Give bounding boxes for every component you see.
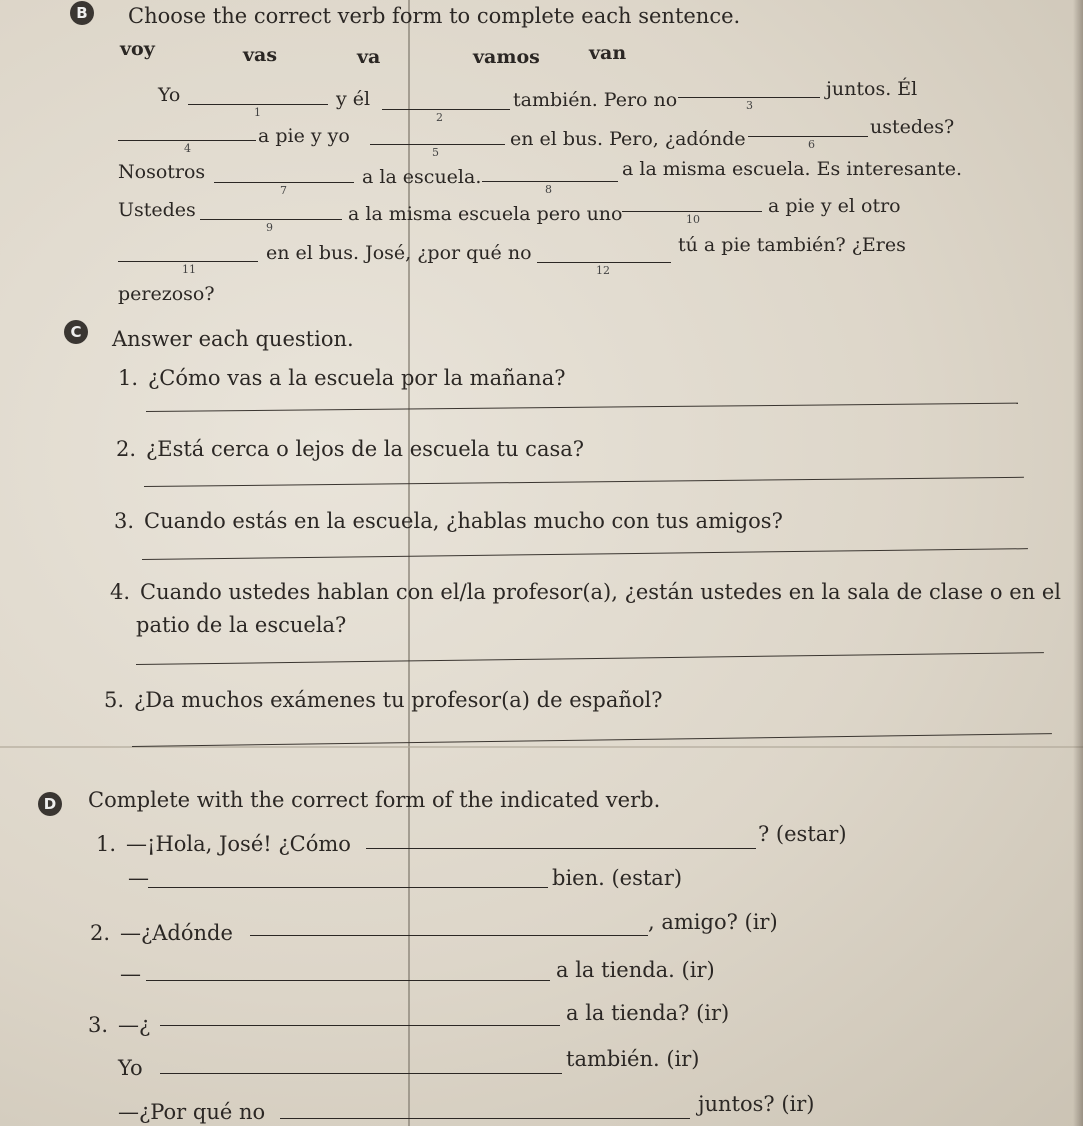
answer-blank[interactable] xyxy=(146,980,550,981)
question-number: 1. xyxy=(118,366,139,390)
blank-number: 4 xyxy=(184,142,191,155)
blank-number: 1 xyxy=(254,106,261,119)
question-text: Cuando estás en la escuela, ¿hablas mucho con tus amigos? xyxy=(144,509,783,533)
item-tail: bien. (estar) xyxy=(552,866,683,890)
sentence-text: tú a pie también? ¿Eres xyxy=(678,234,906,256)
item-lead: —¿Por qué no xyxy=(118,1100,266,1124)
item-lead: — xyxy=(128,866,149,890)
section-c-badge: C xyxy=(64,320,88,344)
question-text: ¿Da muchos exámenes tu profesor(a) de español? xyxy=(134,688,663,712)
sentence-text: perezoso? xyxy=(118,283,215,305)
answer-blank[interactable] xyxy=(622,211,762,212)
answer-blank[interactable] xyxy=(160,1025,560,1026)
answer-blank[interactable] xyxy=(118,140,256,141)
item-lead: Yo xyxy=(118,1056,143,1080)
item-number: 2. xyxy=(90,921,111,945)
blank-number: 7 xyxy=(280,184,287,197)
answer-blank[interactable] xyxy=(482,181,618,182)
answer-blank[interactable] xyxy=(748,136,868,137)
sentence-text: Yo xyxy=(158,84,181,106)
sentence-text: Ustedes xyxy=(118,199,196,221)
answer-line[interactable] xyxy=(144,477,1024,487)
sentence-text: a la misma escuela. Es interesante. xyxy=(622,158,963,180)
answer-blank[interactable] xyxy=(678,97,820,98)
answer-blank[interactable] xyxy=(160,1073,562,1074)
sentence-text: y él xyxy=(336,88,371,110)
item-lead: — xyxy=(120,962,141,986)
item-lead: —¿Adónde xyxy=(120,921,233,945)
word-bank-item: van xyxy=(589,42,627,64)
answer-blank[interactable] xyxy=(118,261,258,262)
sentence-text: en el bus. José, ¿por qué no xyxy=(266,242,532,264)
item-tail: a la tienda? (ir) xyxy=(566,1001,730,1025)
answer-blank[interactable] xyxy=(200,219,342,220)
answer-line[interactable] xyxy=(142,548,1028,560)
answer-line[interactable] xyxy=(132,733,1052,747)
blank-number: 3 xyxy=(746,99,753,112)
blank-number: 11 xyxy=(182,263,196,276)
sentence-text: en el bus. Pero, ¿adónde xyxy=(510,128,746,150)
item-tail: también. (ir) xyxy=(566,1047,700,1071)
answer-blank[interactable] xyxy=(214,182,354,183)
item-tail: , amigo? (ir) xyxy=(648,910,778,934)
sentence-text: Nosotros xyxy=(118,161,206,183)
answer-blank[interactable] xyxy=(188,104,328,105)
word-bank-item: vas xyxy=(243,44,278,66)
sentence-text: ustedes? xyxy=(870,116,955,138)
answer-blank[interactable] xyxy=(280,1118,690,1119)
section-b-badge: B xyxy=(70,1,94,25)
item-tail: a la tienda. (ir) xyxy=(556,958,715,982)
sentence-text: también. Pero no xyxy=(513,89,678,111)
sentence-text: a pie y el otro xyxy=(768,195,901,217)
sentence-text: a pie y yo xyxy=(258,125,350,147)
item-tail: ? (estar) xyxy=(758,822,847,846)
item-tail: juntos? (ir) xyxy=(698,1092,815,1116)
answer-blank[interactable] xyxy=(382,109,510,110)
blank-number: 8 xyxy=(545,183,552,196)
blank-number: 12 xyxy=(596,264,610,277)
question-text-continued: patio de la escuela? xyxy=(136,613,347,637)
sentence-text: juntos. Él xyxy=(826,78,918,100)
answer-blank[interactable] xyxy=(370,144,505,145)
question-number: 3. xyxy=(114,509,135,533)
item-number: 3. xyxy=(88,1013,109,1037)
sentence-text: a la escuela. xyxy=(362,166,482,188)
question-number: 4. xyxy=(110,580,131,604)
answer-blank[interactable] xyxy=(148,887,548,888)
answer-line[interactable] xyxy=(146,403,1018,412)
question-number: 2. xyxy=(116,437,137,461)
blank-number: 6 xyxy=(808,138,815,151)
question-text: ¿Está cerca o lejos de la escuela tu casa? xyxy=(146,437,585,461)
word-bank-item: voy xyxy=(120,38,155,60)
page-edge-shadow xyxy=(1073,0,1083,1126)
answer-blank[interactable] xyxy=(366,848,756,849)
section-c-title: Answer each question. xyxy=(112,327,354,351)
item-lead: —¿ xyxy=(118,1013,151,1037)
answer-line[interactable] xyxy=(136,652,1044,665)
blank-number: 2 xyxy=(436,111,443,124)
item-lead: —¡Hola, José! ¿Cómo xyxy=(126,832,351,856)
item-number: 1. xyxy=(96,832,117,856)
blank-number: 5 xyxy=(432,146,439,159)
question-text: ¿Cómo vas a la escuela por la mañana? xyxy=(148,366,566,390)
question-number: 5. xyxy=(104,688,125,712)
answer-blank[interactable] xyxy=(537,262,671,263)
sentence-text: a la misma escuela pero uno xyxy=(348,203,623,225)
blank-number: 10 xyxy=(686,213,700,226)
word-bank-item: vamos xyxy=(473,46,540,68)
blank-number: 9 xyxy=(266,221,273,234)
section-d-title: Complete with the correct form of the indicated verb. xyxy=(88,788,661,812)
section-b-title: Choose the correct verb form to complete each sentence. xyxy=(128,4,741,28)
word-bank-item: va xyxy=(357,46,381,68)
question-text: Cuando ustedes hablan con el/la profesor(a), ¿están ustedes en la sala de clase o en el xyxy=(140,580,1061,604)
section-d-badge: D xyxy=(38,792,62,816)
answer-blank[interactable] xyxy=(250,935,648,936)
